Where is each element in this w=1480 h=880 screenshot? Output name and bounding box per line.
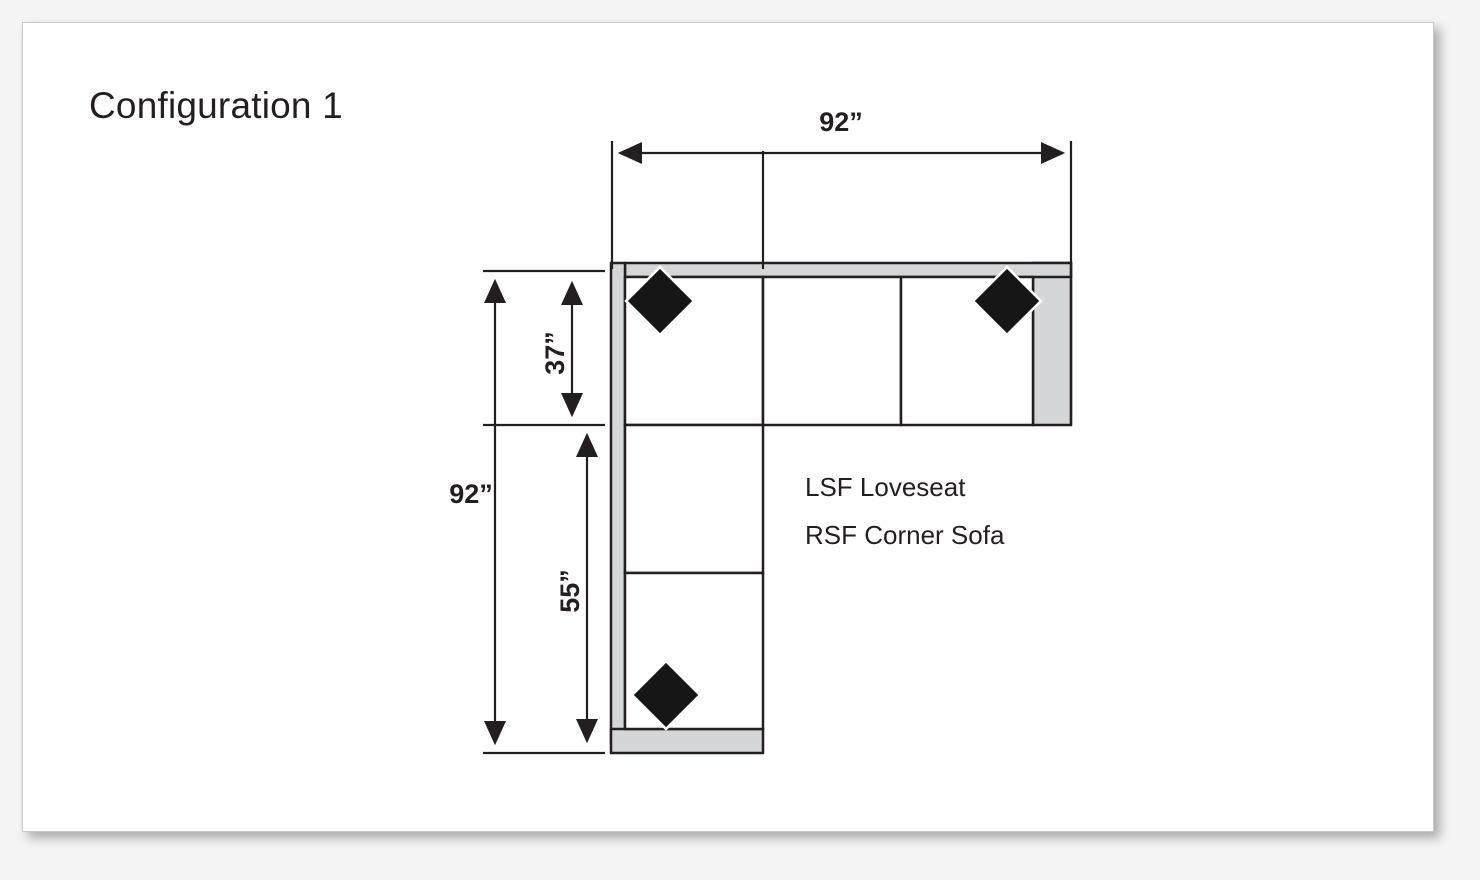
back-rail-vertical (611, 263, 625, 743)
dim-label-left-total: 92” (449, 479, 493, 509)
dim-label-top-width: 92” (819, 107, 863, 137)
dim-label-upper-section: 37” (540, 331, 570, 375)
dimension-lines-group (483, 141, 1071, 753)
page-title: Configuration 1 (89, 85, 343, 126)
sofa-seat-cushion-1 (763, 277, 901, 425)
loveseat-seat-cushion-1 (625, 425, 763, 573)
diagram-card (22, 22, 1434, 832)
legend-item-lsf-loveseat: LSF Loveseat (805, 472, 966, 502)
legend (805, 463, 1004, 559)
dim-label-lower-section: 55” (555, 569, 585, 613)
front-rail-bottom (611, 729, 763, 753)
right-arm-frame (1033, 263, 1071, 425)
sectional-floor-plan (23, 23, 1435, 833)
legend-item-rsf-corner-sofa: RSF Corner Sofa (805, 520, 1005, 551)
